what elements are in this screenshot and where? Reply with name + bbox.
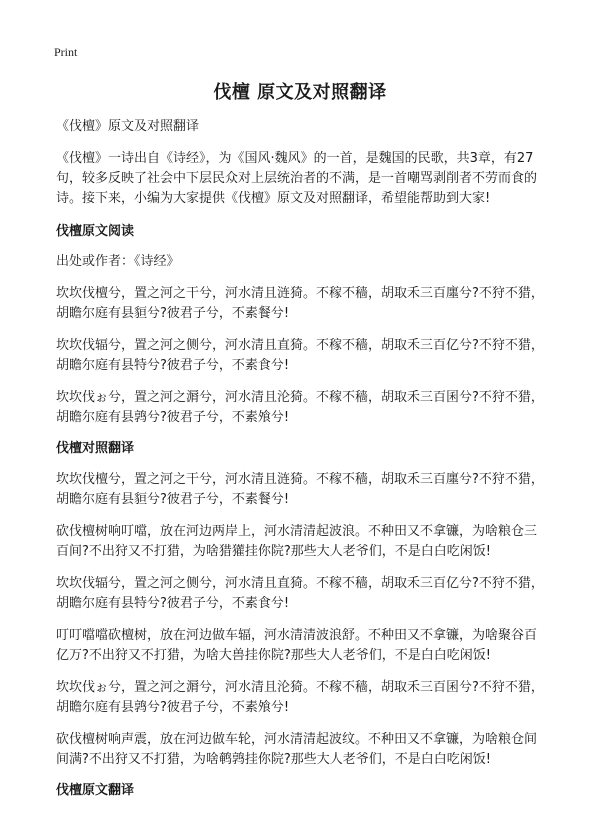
- translation-paragraph-1: 坎坎伐檀兮，置之河之干兮，河水清且涟猗。不稼不穑，胡取禾三百廛兮?不狩不猎，胡瞻尔庭有县貆兮?彼君子兮，不素餐兮!: [56, 472, 544, 507]
- intro-paragraph: 《伐檀》一诗出自《诗经》，为《国风·魏风》的一首，是魏国的民歌，共3章，有27句，较多反映了社会中下层民众对上层统治者的不满，是一首嘲骂剥削者不劳而食的诗。接下来，小编为大家提供《伐檀》原文及对照翻译，希望能帮助到大家!: [56, 151, 538, 206]
- article-subtitle: 《伐檀》原文及对照翻译: [56, 119, 200, 134]
- translation-paragraph-4: 叮叮噹噹砍檀树，放在河边做车辐，河水清清波浪舒。不种田又不拿镰，为啥聚谷百亿万?不出狩又不打猎，为啥大兽挂你院?那些大人老爷们，不是白白吃闲饭!: [56, 628, 538, 663]
- section-heading-original-translation: 伐檀原文翻译: [56, 783, 135, 798]
- translation-paragraph-6: 砍伐檀树响声震，放在河边做车轮，河水清清起波纹。不种田又不拿镰，为啥粮仓间间满?不出狩又不打猎，为啥鹌鹑挂你院?那些大人老爷们，不是白白吃闲饭!: [56, 732, 538, 767]
- translation-paragraph-2: 砍伐檀树响叮噹，放在河边两岸上，河水清清起波浪。不种田又不拿镰，为啥粮仓三百间?不出狩又不打猎，为啥猎獾挂你院?那些大人老爷们，不是白白吃闲饭!: [56, 524, 538, 559]
- page-title: 伐檀 原文及对照翻译: [213, 82, 387, 103]
- article-body: [56, 118, 548, 812]
- source-line: 出处或作者：《诗经》: [56, 254, 180, 269]
- stanza-1: 坎坎伐檀兮，置之河之干兮，河水清且涟猗。不稼不穑，胡取禾三百廛兮?不狩不猎，胡瞻尔庭有县貆兮?彼君子兮，不素餐兮!: [56, 286, 544, 321]
- translation-paragraph-5: 坎坎伐ぉ兮，置之河之漘兮，河水清且沦猗。不稼不穑，胡取禾三百囷兮?不狩不猎，胡瞻尔庭有县鹑兮?彼君子兮，不素飧兮!: [56, 680, 544, 715]
- section-heading-translation: 伐檀对照翻译: [56, 441, 135, 456]
- section-heading-original: 伐檀原文阅读: [56, 224, 135, 239]
- print-link[interactable]: Print: [54, 45, 78, 59]
- stanza-2: 坎坎伐辐兮，置之河之侧兮，河水清且直猗。不稼不穑，胡取禾三百亿兮?不狩不猎，胡瞻尔庭有县特兮?彼君子兮，不素食兮!: [56, 338, 544, 373]
- stanza-3: 坎坎伐ぉ兮，置之河之漘兮，河水清且沦猗。不稼不穑，胡取禾三百囷兮?不狩不猎，胡瞻尔庭有县鹑兮?彼君子兮，不素飧兮!: [56, 390, 544, 425]
- translation-paragraph-3: 坎坎伐辐兮，置之河之侧兮，河水清且直猗。不稼不穑，胡取禾三百亿兮?不狩不猎，胡瞻尔庭有县特兮?彼君子兮，不素食兮!: [56, 576, 544, 611]
